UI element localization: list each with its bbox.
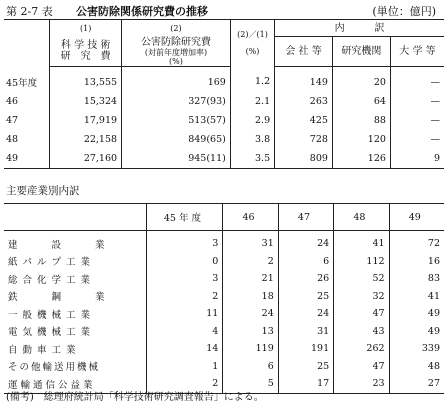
industry-name: その他輸送用機械 — [8, 362, 101, 374]
row-science: 15,324 — [50, 92, 122, 111]
industry-value: 48 — [389, 358, 444, 376]
industry-row — [4, 288, 444, 306]
science-col-label: 科 学 技 術 — [60, 40, 111, 51]
pollution-col-unit: (%) — [169, 56, 183, 66]
industry-name: 紙パルプ工業 — [8, 257, 96, 269]
row-university: — — [390, 111, 444, 130]
industry-value: 3 — [146, 231, 223, 253]
industry-row — [4, 340, 444, 358]
table-row — [4, 66, 444, 92]
industry-name: 建 設 業 — [8, 239, 110, 251]
industry-value: 47 — [334, 305, 389, 323]
industry-value: 41 — [389, 288, 444, 306]
table-number: 第 2-7 表 — [6, 5, 53, 18]
row-company: 263 — [275, 92, 333, 111]
industry-value: 24 — [278, 305, 333, 323]
industry-header-row — [4, 204, 444, 231]
row-year: 45年度 — [6, 77, 38, 89]
industry-value: 262 — [334, 340, 389, 358]
industry-row — [4, 270, 444, 288]
industry-value: 47 — [334, 358, 389, 376]
industry-value: 41 — [334, 231, 389, 253]
row-ratio: 3.8 — [230, 130, 274, 149]
table-row — [4, 130, 444, 149]
row-pollution: 945(11) — [122, 149, 231, 169]
industry-value: 1 — [146, 358, 223, 376]
industry-value: 43 — [334, 323, 389, 341]
row-science: 22,158 — [50, 130, 122, 149]
year-header — [4, 20, 50, 67]
industry-row — [4, 323, 444, 341]
row-university: — — [390, 66, 444, 92]
row-ratio: 2.1 — [230, 92, 274, 111]
industry-value: 72 — [389, 231, 444, 253]
university-col-header: 大 学 等 — [390, 37, 444, 67]
year-col-header: 48 — [334, 204, 389, 231]
industry-name: 一般機械工業 — [8, 309, 96, 321]
industry-value: 3 — [146, 270, 223, 288]
pollution-col-header — [122, 37, 231, 67]
industry-value: 16 — [389, 253, 444, 271]
row-ratio: 3.5 — [230, 149, 274, 169]
year-col-header: 47 — [278, 204, 333, 231]
pollution-col-label2: (対前年度増加率) — [144, 47, 208, 57]
industry-value: 14 — [146, 340, 223, 358]
industry-value: 83 — [389, 270, 444, 288]
row-pollution: 169 — [122, 66, 231, 92]
row-institute: 126 — [332, 149, 390, 169]
year-col-header: 46 — [223, 204, 278, 231]
industry-row — [4, 358, 444, 376]
source-note: (備考) 総理府統計局「科学技術研究調査報告」による。 — [6, 392, 264, 403]
row-pollution: 849(65) — [122, 130, 231, 149]
industry-value: 52 — [334, 270, 389, 288]
industry-value: 31 — [278, 323, 333, 341]
industry-value: 49 — [389, 323, 444, 341]
year-col-header: 49 — [389, 204, 444, 231]
industry-name: 自動車工業 — [8, 344, 81, 356]
industry-row — [4, 231, 444, 253]
row-year: 47 — [6, 114, 19, 126]
industry-value: 6 — [278, 253, 333, 271]
ratio-col-title: (2)／(1) — [237, 30, 268, 39]
industry-row — [4, 305, 444, 323]
row-year: 46 — [6, 95, 19, 107]
industry-value: 2 — [146, 288, 223, 306]
table-title-row — [6, 3, 444, 19]
company-col-header: 会 社 等 — [275, 37, 333, 67]
row-pollution: 513(57) — [122, 111, 231, 130]
industry-value: 31 — [223, 231, 278, 253]
industry-name: 電気機械工業 — [8, 327, 96, 339]
industry-value: 18 — [223, 288, 278, 306]
row-company: 728 — [275, 130, 333, 149]
row-science: 27,160 — [50, 149, 122, 169]
industry-value: 5 — [223, 375, 278, 393]
row-year: 49 — [4, 149, 50, 169]
science-col-header — [50, 37, 122, 67]
science-col-label2: 研 究 費 — [60, 51, 111, 62]
pollution-col-num: (2) — [122, 20, 231, 37]
row-science: 17,919 — [50, 111, 122, 130]
row-pollution: 327(93) — [122, 92, 231, 111]
industry-value: 25 — [278, 288, 333, 306]
industry-value: 2 — [146, 375, 223, 393]
institute-col-header: 研究機関 — [332, 37, 390, 67]
table-title: 公害防除関係研究費の推移 — [76, 5, 208, 18]
industry-name-header — [4, 204, 146, 231]
industry-value: 32 — [334, 288, 389, 306]
industry-name: 運輸通信公益業 — [4, 375, 146, 393]
industry-value: 339 — [389, 340, 444, 358]
industry-value: 112 — [334, 253, 389, 271]
row-university: 9 — [390, 149, 444, 169]
industry-section-title: 主要産業別内訳 — [6, 185, 80, 197]
row-university: — — [390, 92, 444, 111]
industry-value: 13 — [223, 323, 278, 341]
industry-name: 鉄 鋼 業 — [8, 292, 110, 304]
industry-value: 0 — [146, 253, 223, 271]
ratio-col-label — [230, 20, 274, 67]
industry-value: 2 — [223, 253, 278, 271]
industry-value: 27 — [389, 375, 444, 393]
industry-value: 23 — [334, 375, 389, 393]
row-year: 48 — [6, 133, 19, 145]
row-company: 809 — [275, 149, 333, 169]
industry-value: 24 — [278, 231, 333, 253]
row-institute: 64 — [332, 92, 390, 111]
row-ratio: 1.2 — [230, 66, 274, 92]
row-company: 425 — [275, 111, 333, 130]
industry-value: 26 — [278, 270, 333, 288]
industry-value: 6 — [223, 358, 278, 376]
row-university: — — [390, 130, 444, 149]
industry-value: 17 — [278, 375, 333, 393]
row-institute: 88 — [332, 111, 390, 130]
science-col-num: (1) — [50, 20, 122, 37]
row-company: 149 — [275, 66, 333, 92]
industry-value: 119 — [223, 340, 278, 358]
industry-value: 4 — [146, 323, 223, 341]
table-row — [4, 149, 444, 169]
table-row — [4, 92, 444, 111]
ratio-col-unit: (%) — [245, 47, 260, 56]
industry-name: 総合化学工業 — [8, 274, 96, 286]
industry-value: 24 — [223, 305, 278, 323]
industry-value: 21 — [223, 270, 278, 288]
research-expense-table — [4, 19, 444, 169]
unit-label: (単位：億円) — [372, 5, 436, 18]
row-institute: 120 — [332, 130, 390, 149]
industry-row — [4, 253, 444, 271]
year-col-header: 45 年 度 — [146, 204, 223, 231]
breakdown-header: 内 訳 — [275, 20, 444, 37]
industry-value: 11 — [146, 305, 223, 323]
industry-value: 49 — [389, 305, 444, 323]
industry-value: 191 — [278, 340, 333, 358]
row-science: 13,555 — [50, 66, 122, 92]
pollution-col-label: 公害防除研究費 — [140, 36, 211, 48]
table-row — [4, 111, 444, 130]
industry-value: 25 — [278, 358, 333, 376]
row-institute: 20 — [332, 66, 390, 92]
row-ratio: 2.9 — [230, 111, 274, 130]
industry-breakdown-table — [4, 203, 444, 394]
